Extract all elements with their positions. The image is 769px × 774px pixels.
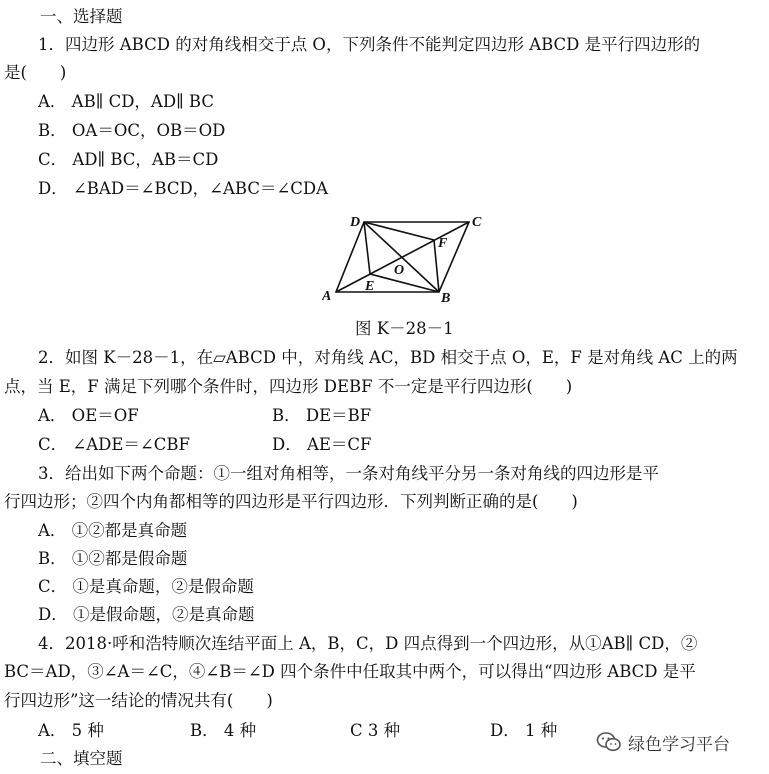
question-4-option-b: B． 4 种 (190, 721, 257, 740)
question-1-option-a: A． AB∥ CD，AD∥ BC (38, 92, 214, 111)
question-1-option-b: B． OA＝OC，OB＝OD (38, 121, 226, 140)
question-1-option-d: D． ∠BAD＝∠BCD，∠ABC＝∠CDA (38, 179, 329, 198)
label-b: B (441, 291, 451, 302)
watermark (596, 728, 730, 756)
question-4-option-c: C 3 种 (350, 721, 401, 740)
question-3-option-d: D． ①是假命题，②是真命题 (38, 605, 255, 624)
watermark-text: 绿色学习平台 (628, 734, 730, 755)
question-1-line-2: 是( ) (4, 63, 67, 82)
segment-de (364, 222, 370, 274)
label-c: C (472, 215, 482, 230)
question-3-option-a: A． ①②都是真命题 (38, 521, 188, 540)
label-d: D (350, 215, 361, 230)
question-4-line-1: 4．2018·呼和浩特顺次连结平面上 A，B，C，D 四点得到一个四边形，从①AB∥ CD，② (38, 634, 698, 653)
section-heading-choice: 一、选择题 (40, 7, 123, 26)
question-1-line-1: 1．四边形 ABCD 的对角线相交于点 O，下列条件不能判定四边形 ABCD 是平行四边形的 (38, 35, 701, 54)
question-3-line-2: 行四边形；②四个内角都相等的四边形是平行四边形．下列判断正确的是( ) (4, 492, 578, 511)
question-2-option-c: C． ∠ADE＝∠CBF (38, 435, 190, 454)
question-4-line-2: BC＝AD，③∠A＝∠C，④∠B＝∠D 四个条件中任取其中两个，可以得出“四边形 ABCD 是平 (4, 662, 696, 681)
label-o: O (394, 263, 405, 278)
question-2-line-2: 点，当 E，F 满足下列哪个条件时，四边形 DEBF 不一定是平行四边形( ) (4, 377, 573, 396)
question-2-option-a: A． OE＝OF (38, 406, 139, 425)
question-3-option-c: C． ①是真命题，②是假命题 (38, 577, 254, 596)
question-3-line-1: 3．给出如下两个命题：①一组对角相等，一条对角线平分另一条对角线的四边形是平 (38, 464, 659, 483)
question-2-option-d: D． AE＝CF (272, 435, 372, 454)
question-2-option-b: B． DE＝BF (272, 406, 372, 425)
label-a: A (322, 289, 332, 302)
label-e: E (365, 279, 375, 294)
parallelogram-figure (322, 210, 490, 302)
question-3-option-b: B． ①②都是假命题 (38, 549, 188, 568)
wechat-icon (596, 731, 622, 753)
question-1-option-c: C． AD∥ BC，AB＝CD (38, 150, 219, 169)
question-4-line-3: 行四边形”这一结论的情况共有( ) (4, 691, 273, 710)
question-4-option-d: D． 1 种 (490, 721, 558, 740)
label-f: F (438, 236, 448, 251)
section-heading-fill: 二、填空题 (40, 749, 123, 768)
question-2-line-1: 2．如图 K－28－1，在▱ABCD 中，对角线 AC，BD 相交于点 O，E，F 是对角线 AC 上的两 (38, 348, 738, 367)
question-4-option-a: A． 5 种 (38, 721, 104, 740)
figure-caption: 图 K－28－1 (355, 319, 454, 338)
